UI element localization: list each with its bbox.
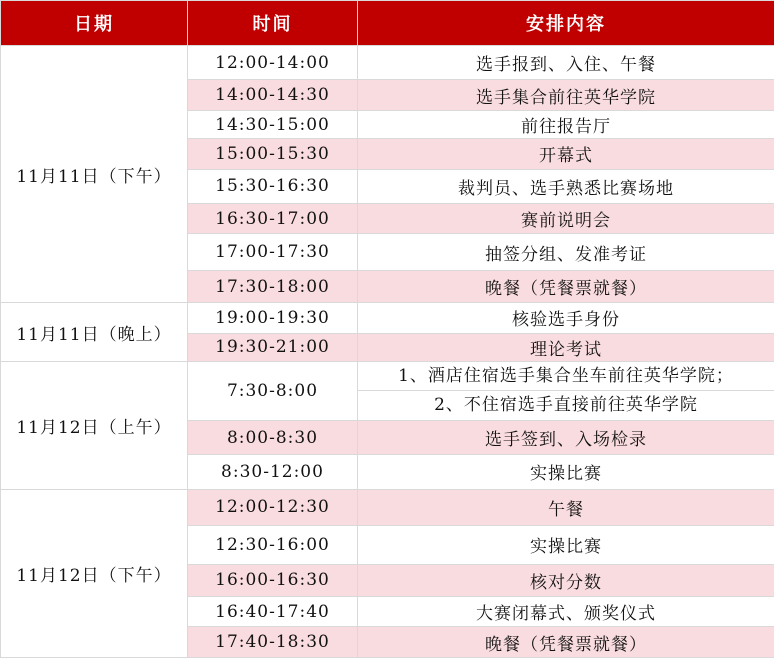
time-cell: 12:00-12:30 <box>188 489 358 525</box>
time-cell: 16:40-17:40 <box>188 597 358 627</box>
header-date: 日期 <box>1 1 188 46</box>
date-cell: 11月12日（下午） <box>1 489 188 657</box>
header-time: 时间 <box>188 1 358 46</box>
table-row <box>1 489 774 525</box>
content-cell: 裁判员、选手熟悉比赛场地 <box>358 169 774 203</box>
time-cell: 12:30-16:00 <box>188 526 358 565</box>
content-cell: 开幕式 <box>358 139 774 169</box>
time-cell: 14:30-15:00 <box>188 110 358 138</box>
content-cell: 理论考试 <box>358 333 774 361</box>
time-cell: 19:00-19:30 <box>188 303 358 333</box>
content-cell: 午餐 <box>358 489 774 525</box>
date-cell: 11月11日（晚上） <box>1 303 188 362</box>
content-cell: 赛前说明会 <box>358 204 774 234</box>
content-line: 1、酒店住宿选手集合坐车前往英华学院； <box>358 362 774 391</box>
content-cell: 抽签分组、发准考证 <box>358 234 774 270</box>
time-cell: 7:30-8:00 <box>188 362 358 421</box>
table-row <box>1 362 774 421</box>
time-cell: 8:00-8:30 <box>188 420 358 454</box>
table-row <box>1 46 774 80</box>
content-cell: 选手签到、入场检录 <box>358 420 774 454</box>
time-cell: 17:00-17:30 <box>188 234 358 270</box>
header-row <box>1 1 774 46</box>
content-cell: 实操比赛 <box>358 526 774 565</box>
header-content: 安排内容 <box>358 1 774 46</box>
content-cell: 核验选手身份 <box>358 303 774 333</box>
content-cell: 实操比赛 <box>358 455 774 489</box>
content-cell: 核对分数 <box>358 564 774 596</box>
content-cell: 前往报告厅 <box>358 110 774 138</box>
time-cell: 16:30-17:00 <box>188 204 358 234</box>
content-cell: 晚餐（凭餐票就餐） <box>358 627 774 658</box>
date-cell: 11月11日（下午） <box>1 46 188 303</box>
time-cell: 17:40-18:30 <box>188 627 358 658</box>
time-cell: 14:00-14:30 <box>188 80 358 110</box>
table-row <box>1 303 774 333</box>
content-cell: 选手报到、入住、午餐 <box>358 46 774 80</box>
date-cell: 11月12日（上午） <box>1 362 188 490</box>
time-cell: 8:30-12:00 <box>188 455 358 489</box>
time-cell: 15:00-15:30 <box>188 139 358 169</box>
time-cell: 19:30-21:00 <box>188 333 358 361</box>
time-cell: 17:30-18:00 <box>188 270 358 302</box>
time-cell: 15:30-16:30 <box>188 169 358 203</box>
content-cell: 晚餐（凭餐票就餐） <box>358 270 774 302</box>
time-cell: 12:00-14:00 <box>188 46 358 80</box>
content-cell: 大赛闭幕式、颁奖仪式 <box>358 597 774 627</box>
content-cell <box>358 362 774 421</box>
content-cell: 选手集合前往英华学院 <box>358 80 774 110</box>
content-line: 2、不住宿选手直接前往英华学院 <box>434 395 698 416</box>
time-cell: 16:00-16:30 <box>188 564 358 596</box>
